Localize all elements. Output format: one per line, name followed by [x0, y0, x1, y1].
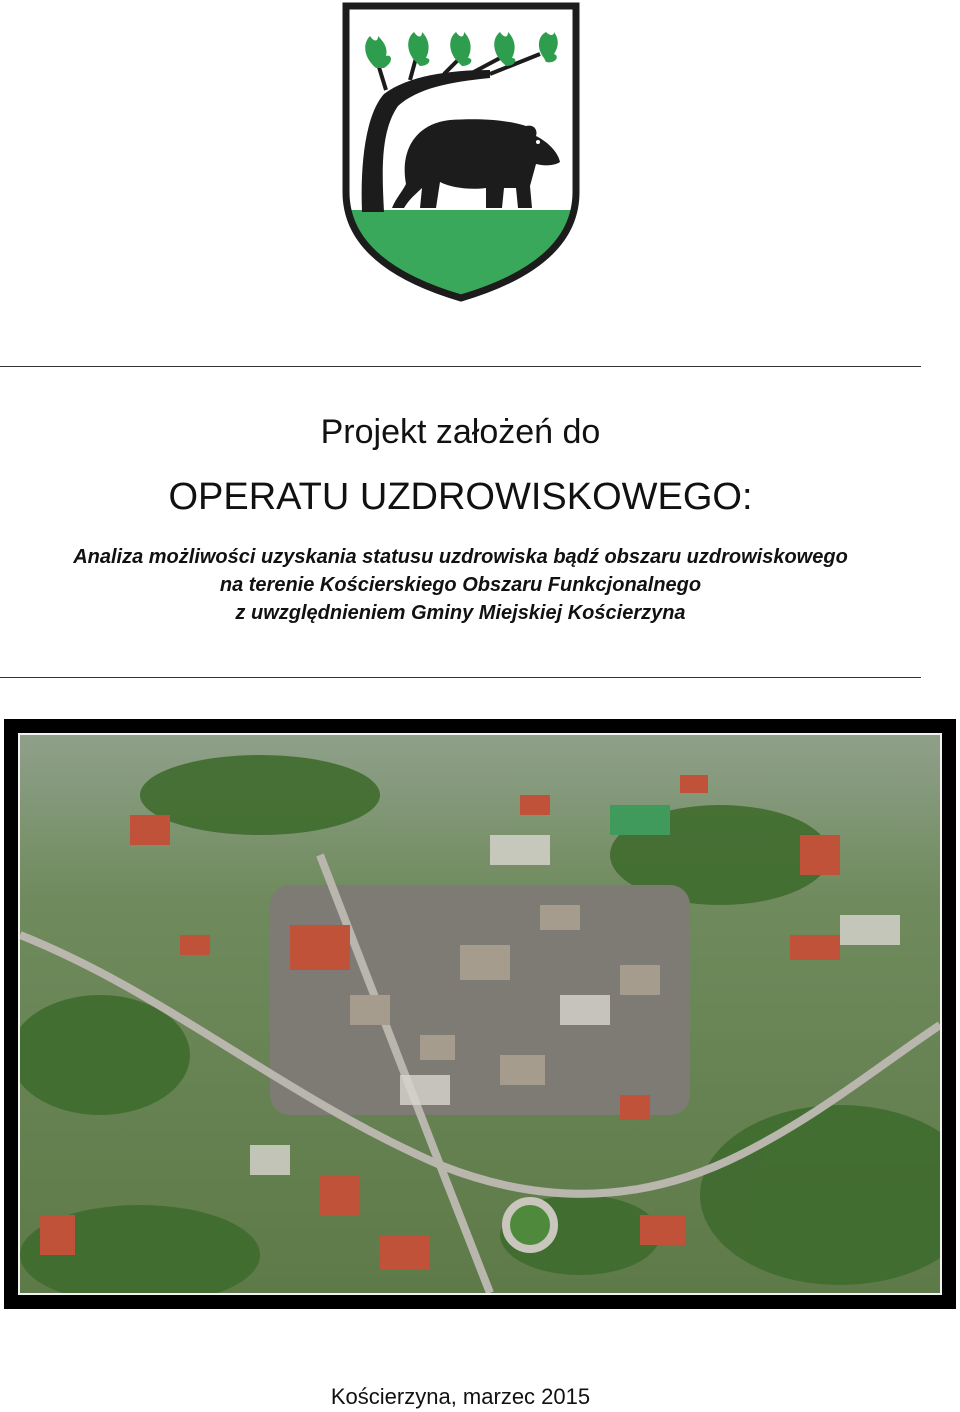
- document-heading: OPERATU UZDROWISKOWEGO:: [168, 476, 753, 518]
- document-subtitle: [0, 543, 921, 627]
- document-title: Projekt założeń do: [320, 413, 601, 451]
- document-footer: Kościerzyna, marzec 2015: [330, 1384, 591, 1409]
- photo-frame: [4, 719, 956, 1309]
- bear-tree-crest-icon: [340, 2, 582, 302]
- aerial-town-image-icon: [20, 735, 940, 1293]
- bottom-divider: [0, 677, 921, 678]
- subtitle-line: na terenie Kościerskiego Obszaru Funkcjonalnego: [219, 574, 702, 596]
- subtitle-line: z uwzględnieniem Gminy Miejskiej Kościerzyna: [235, 602, 686, 624]
- coat-of-arms: [340, 2, 582, 302]
- top-divider: [0, 366, 921, 367]
- aerial-town-photo: [18, 733, 942, 1295]
- subtitle-line: Analiza możliwości uzyskania statusu uzdrowiska bądź obszaru uzdrowiskowego: [73, 546, 848, 568]
